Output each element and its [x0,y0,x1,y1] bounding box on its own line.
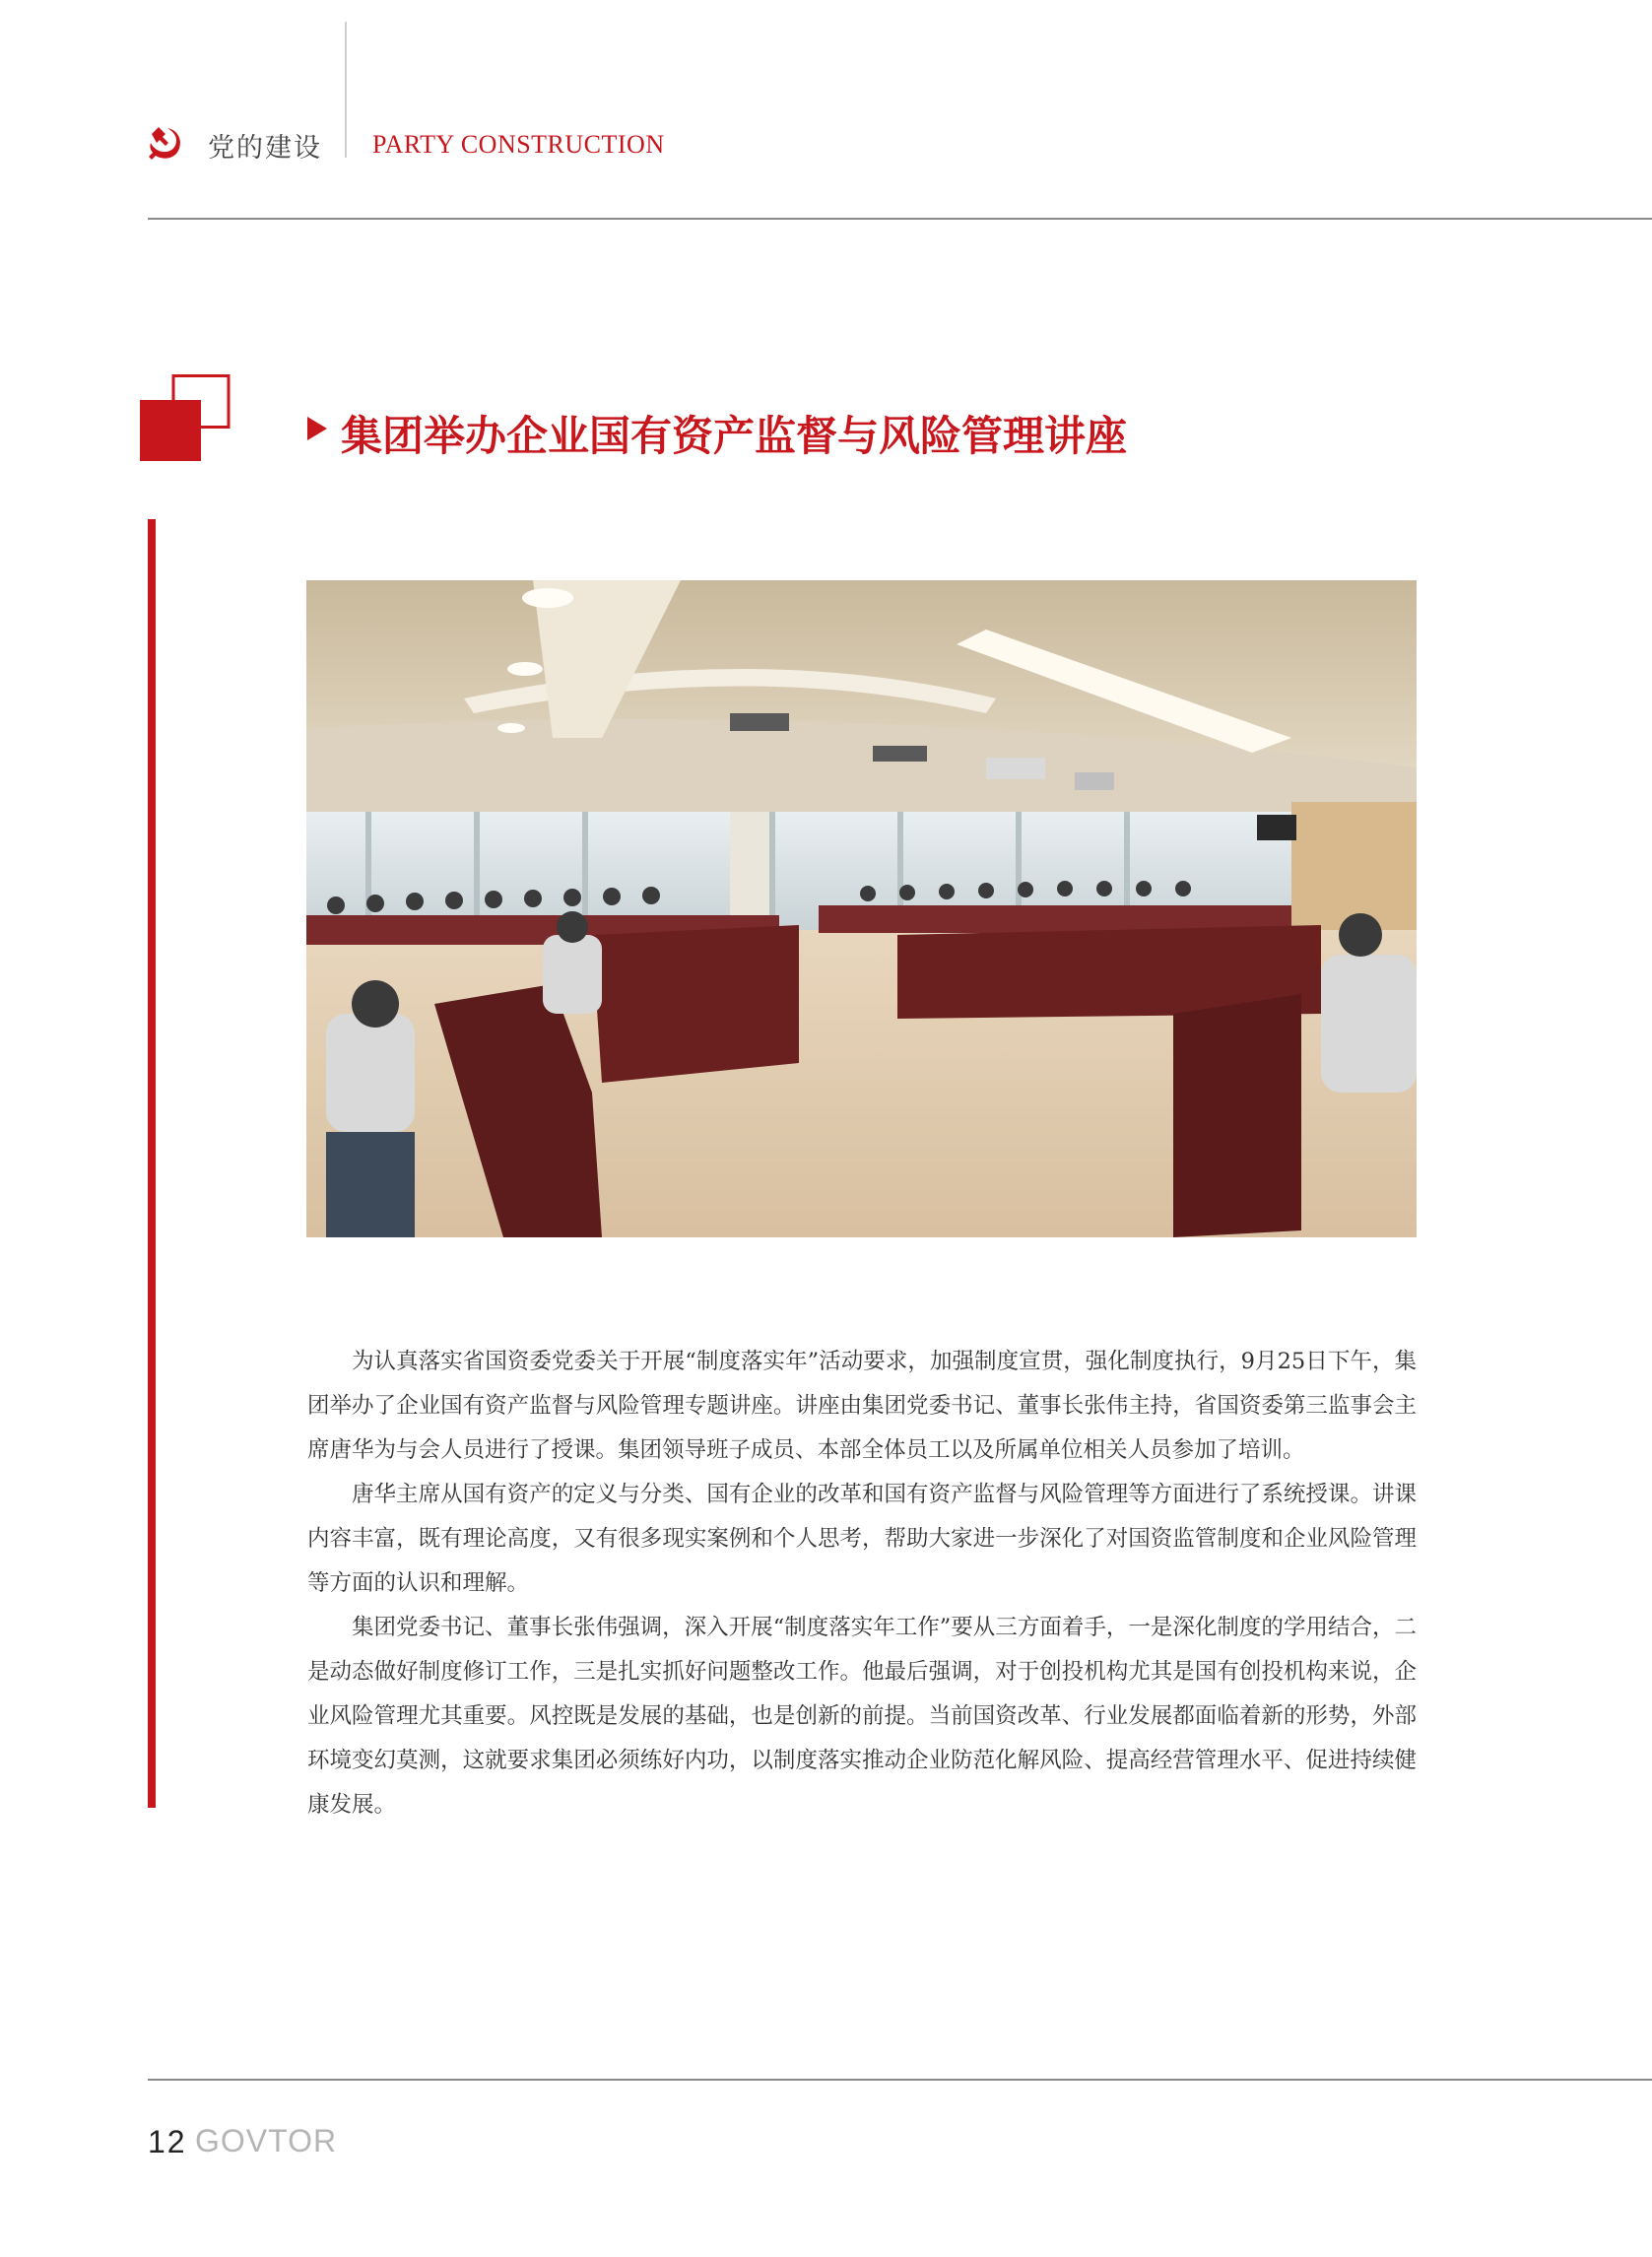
brand-logo: GOVTOR [195,2123,338,2158]
lecture-hall-photo [306,580,1417,1237]
title-square-decoration [140,374,231,461]
article-title: 集团举办企业国有资产监督与风险管理讲座 [341,412,1128,460]
article-body [307,1340,1417,1827]
footer-rule [148,2079,1652,2081]
header-divider [345,22,347,158]
section-title-en: PARTY CONSTRUCTION [372,130,665,159]
left-accent-bar [148,519,156,1808]
section-title-cn: 党的建设 [208,133,322,164]
title-arrow-icon [307,417,327,440]
paragraph: 集团党委书记、董事长张伟强调，深入开展“制度落实年工作”要从三方面着手，一是深化制度的学用结合，二是动态做好制度修订工作，三是扎实抓好问题整改工作。他最后强调，对于创投机构尤其是国有创投机构来说，企业风险管理尤其重要。风控既是发展的基础，也是创新的前提。当前国资改革、行业发展都面临着新的形势，外部环境变幻莫测，这就要求集团必须练好内功，以制度落实推动企业防范化解风险、提高经营管理水平、促进持续健康发展。 [307,1615,1417,1818]
header-rule [148,218,1652,220]
paragraph: 为认真落实省国资委党委关于开展“制度落实年”活动要求，加强制度宣贯，强化制度执行，9月25日下午，集团举办了企业国有资产监督与风险管理专题讲座。讲座由集团党委书记、董事长张伟主持，省国资委第三监事会主席唐华为与会人员进行了授课。集团领导班子成员、本部全体员工以及所属单位相关人员参加了培训。 [307,1349,1417,1463]
hammer-sickle-icon [146,124,185,164]
page-number: 12 [148,2124,187,2159]
paragraph: 唐华主席从国有资产的定义与分类、国有企业的改革和国有资产监督与风险管理等方面进行了系统授课。讲课内容丰富，既有理论高度，又有很多现实案例和个人思考，帮助大家进一步深化了对国资监管制度和企业风险管理等方面的认识和理解。 [307,1482,1417,1596]
